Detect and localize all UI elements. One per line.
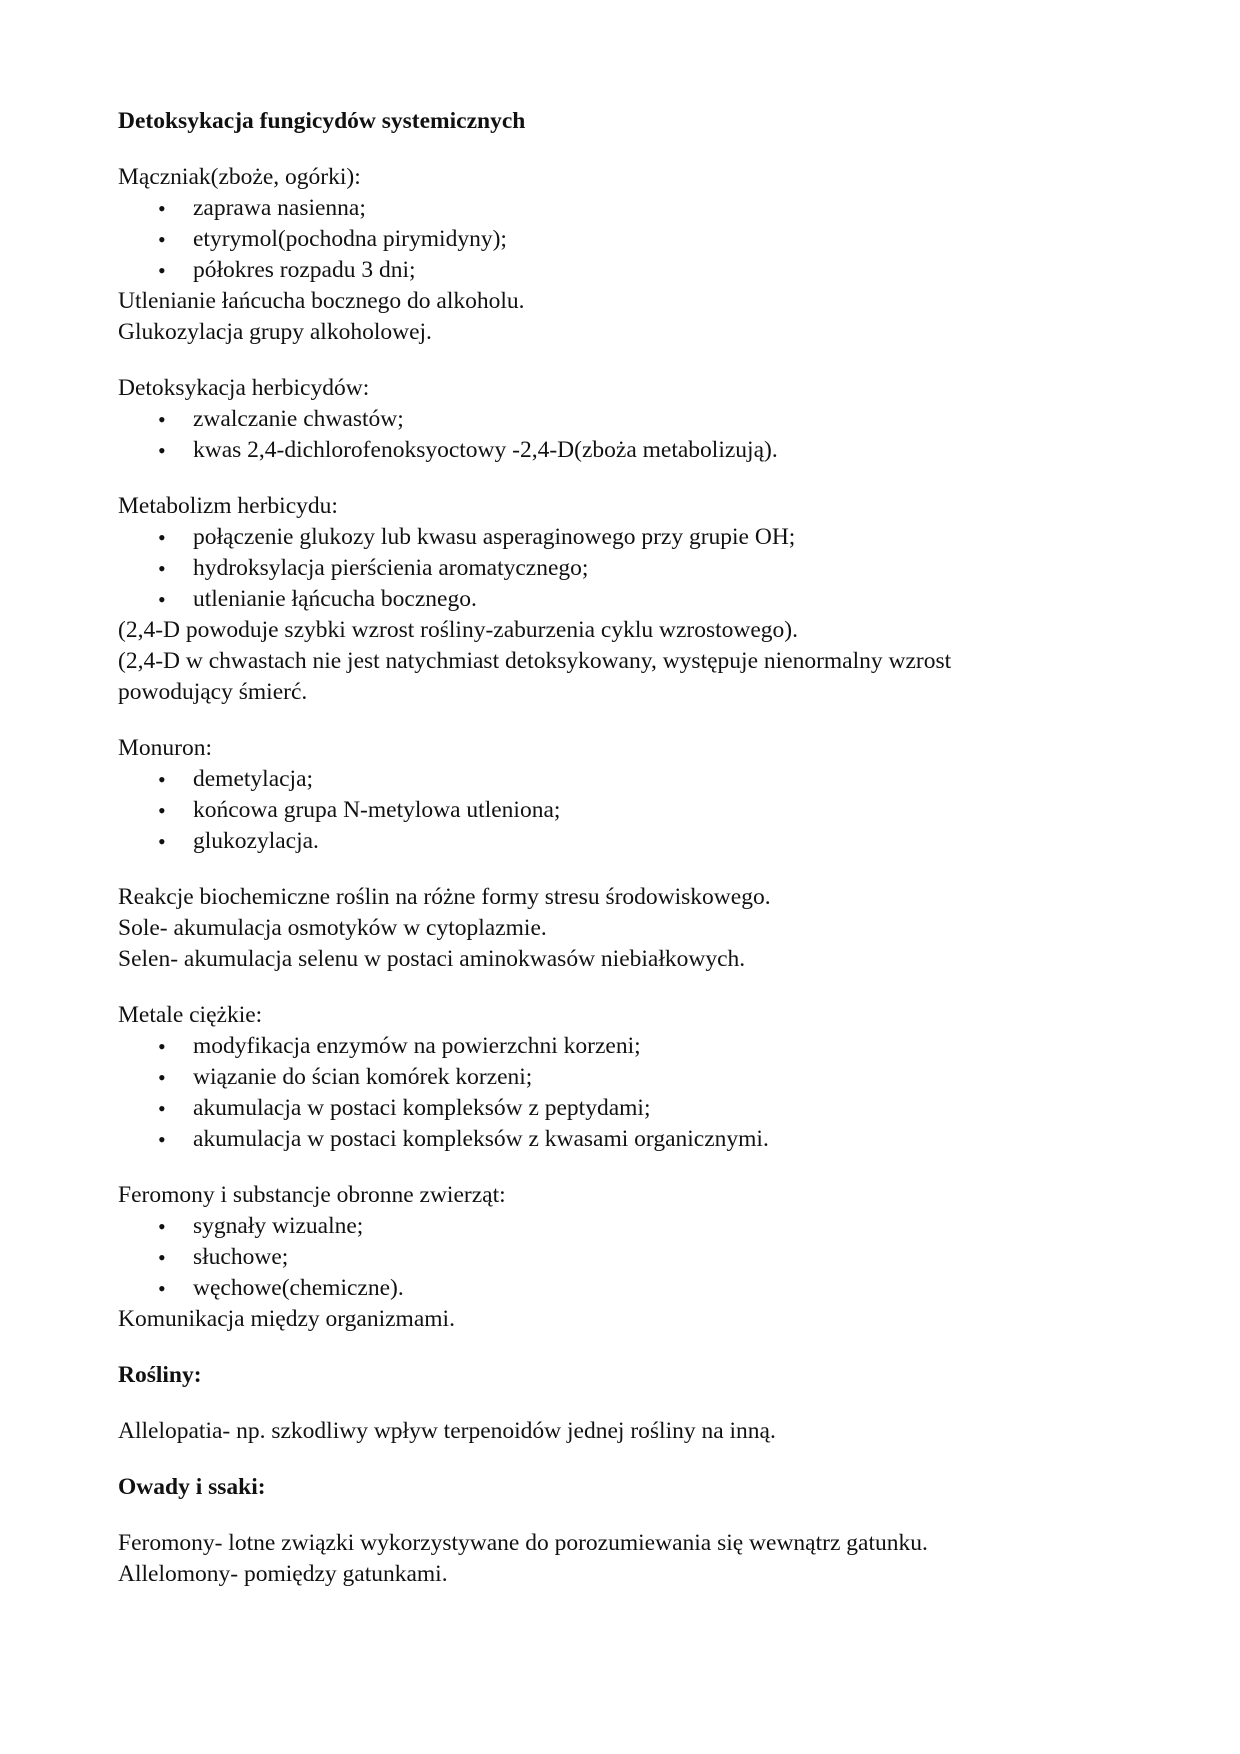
paragraph-line: Utlenianie łańcucha bocznego do alkoholu. <box>118 288 525 314</box>
paragraph-line: powodujący śmierć. <box>118 679 308 705</box>
bullet-icon: • <box>158 1276 166 1301</box>
section-heading-owady: Owady i ssaki: <box>118 1474 266 1500</box>
list-item: • połączenie glukozy lub kwasu asperaginowego przy grupie OH; <box>118 522 1128 553</box>
list-item: • kwas 2,4-dichlorofenoksyoctowy -2,4-D(zboża metabolizują). <box>118 435 1128 466</box>
bullet-icon: • <box>158 767 166 792</box>
list-item: • końcowa grupa N-metylowa utleniona; <box>118 795 1128 826</box>
list-item: • etyrymol(pochodna pirymidyny); <box>118 224 1128 255</box>
paragraph-line: (2,4-D w chwastach nie jest natychmiast detoksykowany, występuje nienormalny wzrost <box>118 648 952 674</box>
bullet-list-monuron <box>118 764 1128 857</box>
paragraph-line: Allelomony- pomiędzy gatunkami. <box>118 1561 448 1587</box>
paragraph-line: Selen- akumulacja selenu w postaci aminokwasów niebiałkowych. <box>118 946 746 972</box>
list-item: • hydroksylacja pierścienia aromatycznego; <box>118 553 1128 584</box>
section-heading-herbicydy: Detoksykacja herbicydów: <box>118 375 370 401</box>
bullet-icon: • <box>158 227 166 252</box>
list-item: • wiązanie do ścian komórek korzeni; <box>118 1062 1128 1093</box>
document-title: Detoksykacja fungicydów systemicznych <box>118 108 526 134</box>
bullet-icon: • <box>158 1245 166 1270</box>
list-item: • półokres rozpadu 3 dni; <box>118 255 1128 286</box>
paragraph-line: Sole- akumulacja osmotyków w cytoplazmie. <box>118 915 547 941</box>
paragraph-line: (2,4-D powoduje szybki wzrost rośliny-zaburzenia cyklu wzrostowego). <box>118 617 799 643</box>
bullet-icon: • <box>158 438 166 463</box>
bullet-list-feromony <box>118 1211 1128 1304</box>
section-heading-rosliny: Rośliny: <box>118 1362 202 1388</box>
paragraph-line: Glukozylacja grupy alkoholowej. <box>118 319 432 345</box>
list-item: • sygnały wizualne; <box>118 1211 1128 1242</box>
bullet-icon: • <box>158 1034 166 1059</box>
paragraph-line: Allelopatia- np. szkodliwy wpływ terpenoidów jednej rośliny na inną. <box>118 1418 776 1444</box>
section-heading-metabolizm: Metabolizm herbicydu: <box>118 493 338 519</box>
bullet-icon: • <box>158 1096 166 1121</box>
bullet-list-metale <box>118 1031 1128 1155</box>
bullet-icon: • <box>158 1127 166 1152</box>
section-heading-monuron: Monuron: <box>118 735 212 761</box>
list-item: • modyfikacja enzymów na powierzchni korzeni; <box>118 1031 1128 1062</box>
list-item: • słuchowe; <box>118 1242 1128 1273</box>
bullet-icon: • <box>158 525 166 550</box>
bullet-icon: • <box>158 798 166 823</box>
list-item: • akumulacja w postaci kompleksów z peptydami; <box>118 1093 1128 1124</box>
bullet-icon: • <box>158 407 166 432</box>
section-heading-metale: Metale ciężkie: <box>118 1002 263 1028</box>
bullet-icon: • <box>158 587 166 612</box>
bullet-icon: • <box>158 829 166 854</box>
bullet-icon: • <box>158 1214 166 1239</box>
list-item: • glukozylacja. <box>118 826 1128 857</box>
bullet-list-metabolizm <box>118 522 1128 615</box>
paragraph-line: Reakcje biochemiczne roślin na różne formy stresu środowiskowego. <box>118 884 771 910</box>
paragraph-line: Feromony- lotne związki wykorzystywane do porozumiewania się wewnątrz gatunku. <box>118 1530 928 1556</box>
list-item: • węchowe(chemiczne). <box>118 1273 1128 1304</box>
section-heading-feromony: Feromony i substancje obronne zwierząt: <box>118 1182 506 1208</box>
section-heading-maczniak: Mączniak(zboże, ogórki): <box>118 164 361 190</box>
list-item: • demetylacja; <box>118 764 1128 795</box>
bullet-list-maczniak <box>118 193 1128 286</box>
bullet-icon: • <box>158 196 166 221</box>
list-item: • zwalczanie chwastów; <box>118 404 1128 435</box>
bullet-icon: • <box>158 1065 166 1090</box>
bullet-icon: • <box>158 258 166 283</box>
bullet-icon: • <box>158 556 166 581</box>
list-item: • utlenianie łąńcucha bocznego. <box>118 584 1128 615</box>
list-item: • akumulacja w postaci kompleksów z kwasami organicznymi. <box>118 1124 1128 1155</box>
paragraph-line: Komunikacja między organizmami. <box>118 1306 455 1332</box>
bullet-list-herbicydy <box>118 404 1128 466</box>
list-item: • zaprawa nasienna; <box>118 193 1128 224</box>
document-page <box>118 106 1128 1590</box>
